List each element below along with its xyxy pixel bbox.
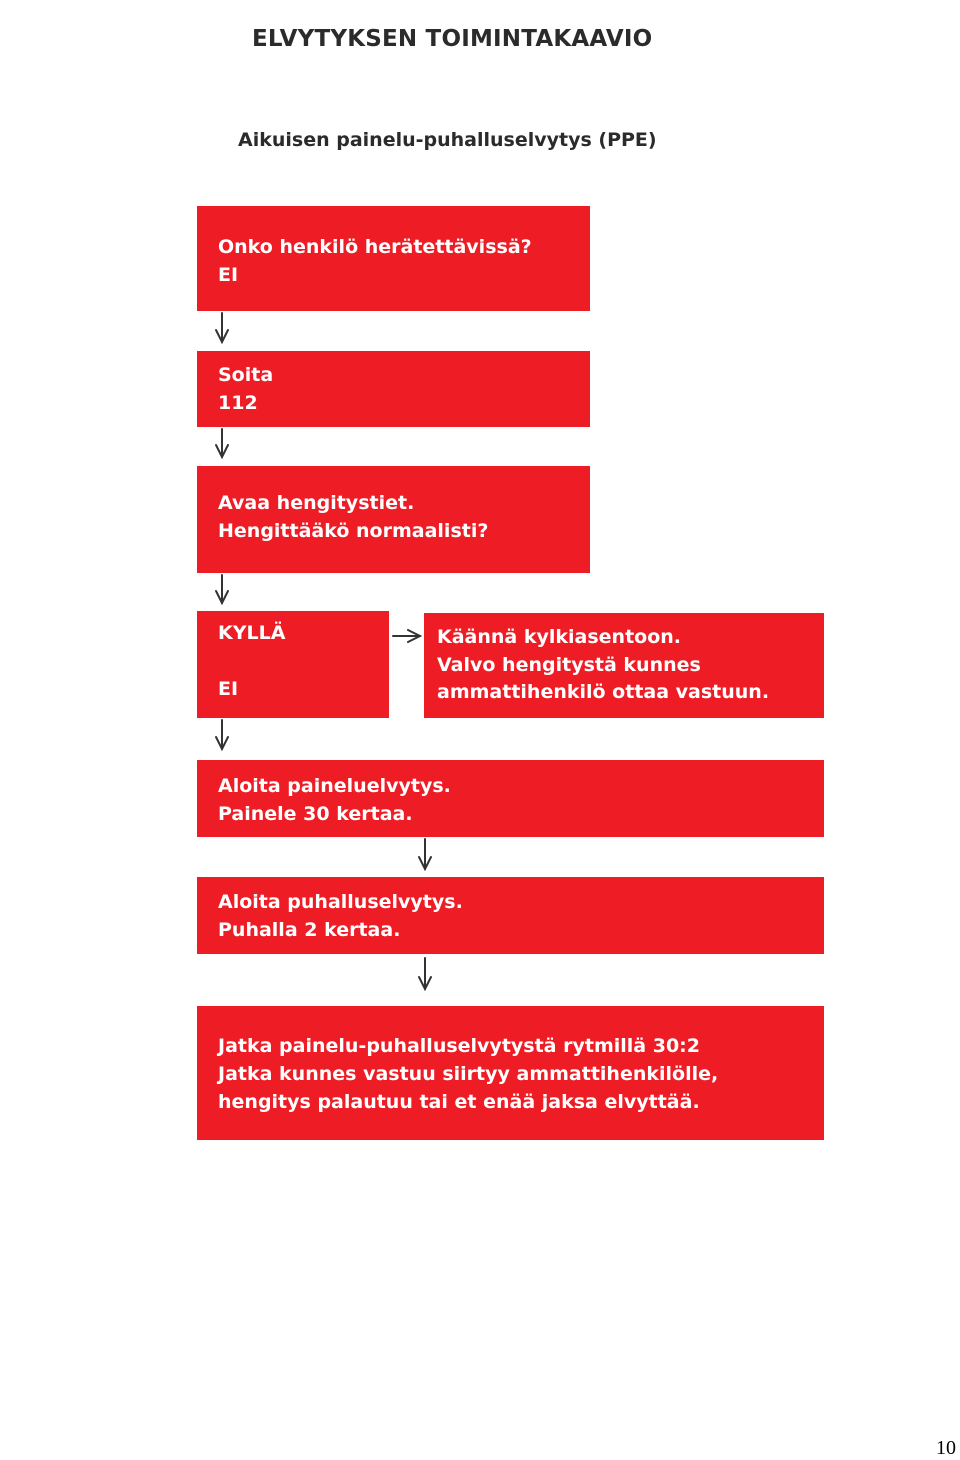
flow-step-text: Puhalla 2 kertaa. xyxy=(218,919,401,941)
arrow-down-icon xyxy=(419,958,431,989)
flow-step-text: Aloita paineluelvytys. xyxy=(218,775,451,797)
arrow-down-icon xyxy=(216,575,228,603)
flow-step-text: 112 xyxy=(218,392,258,414)
flow-step-text: Soita xyxy=(218,364,274,386)
flow-step-text: Painele 30 kertaa. xyxy=(218,803,413,825)
arrow-right-icon xyxy=(393,630,420,642)
flow-step-text: Avaa hengitystiet. xyxy=(218,492,415,514)
decision-yes-label: KYLLÄ xyxy=(218,622,286,644)
decision-no-label: EI xyxy=(218,678,239,700)
flow-step-text: Jatka kunnes vastuu siirtyy ammattihenkilölle, xyxy=(218,1063,719,1085)
page-title: ELVYTYKSEN TOIMINTAKAAVIO xyxy=(252,26,653,52)
page-subtitle: Aikuisen painelu-puhalluselvytys (PPE) xyxy=(238,129,657,151)
flow-step-text: hengitys palautuu tai et enää jaksa elvyttää. xyxy=(218,1091,700,1113)
arrow-down-icon xyxy=(216,313,228,342)
flow-step-open-airway xyxy=(197,466,590,573)
flow-step-recovery-position xyxy=(424,613,824,718)
flow-step-text: Käännä kylkiasentoon. xyxy=(437,626,682,648)
flow-step-text: Valvo hengitystä kunnes xyxy=(437,653,701,676)
flow-step-call-112 xyxy=(197,351,590,427)
decision-spacer xyxy=(218,647,389,675)
arrow-down-icon xyxy=(216,429,228,457)
flow-step-text: Jatka painelu-puhalluselvytystä rytmillä 30:2 xyxy=(218,1035,700,1057)
flow-step-text: Aloita puhalluselvytys. xyxy=(218,891,463,913)
flow-decision-breathing xyxy=(197,611,389,718)
flow-step-text: Hengittääkö normaalisti? xyxy=(218,520,489,542)
flow-step-text: ammattihenkilö ottaa vastuun. xyxy=(437,681,770,703)
flow-step-rescue-breaths xyxy=(197,877,824,954)
flow-step-responsive-check xyxy=(197,206,590,311)
page-number: 10 xyxy=(936,1437,956,1459)
arrow-down-icon xyxy=(216,720,228,749)
flow-step-text: EI xyxy=(218,264,239,286)
arrow-down-icon xyxy=(419,839,431,869)
flow-step-text: Onko henkilö herätettävissä? xyxy=(218,236,532,258)
flow-step-compressions xyxy=(197,760,824,837)
flow-step-continue-cpr xyxy=(197,1006,824,1140)
